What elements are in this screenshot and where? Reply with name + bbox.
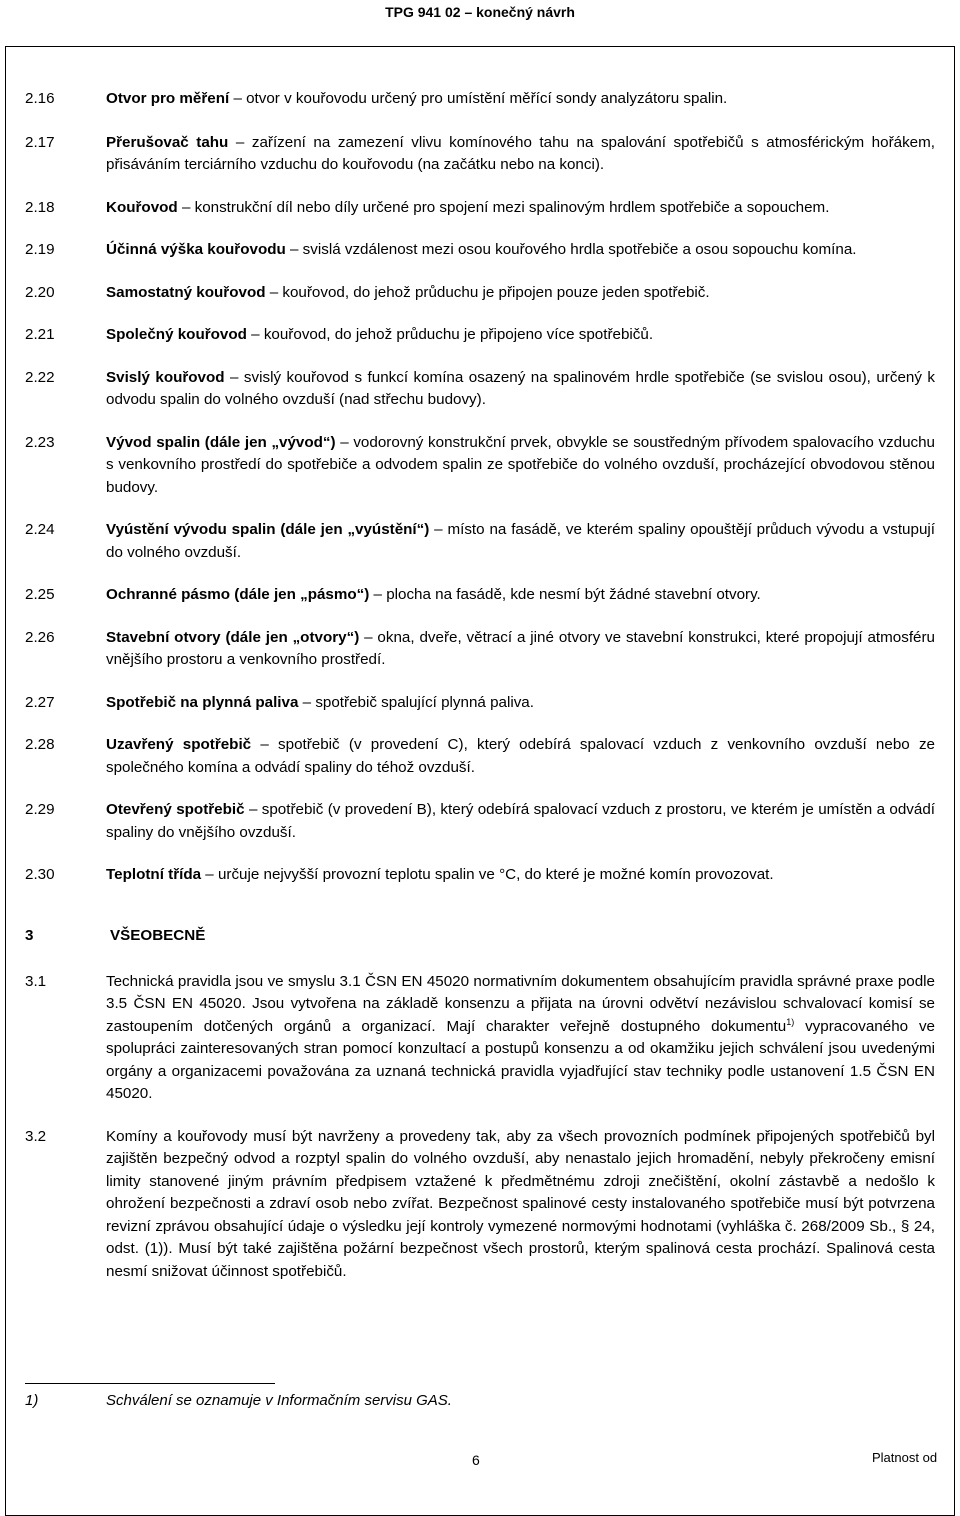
document-header: TPG 941 02 – konečný návrh (385, 4, 575, 20)
item-text (106, 734, 935, 779)
section-title: VŠEOBECNĚ (110, 926, 206, 944)
item-number: 2.26 (25, 628, 55, 646)
item-number: 2.23 (25, 433, 55, 451)
paragraph-text-a: Komíny a kouřovody musí být navrženy a provedeny tak, aby za všech provozních podmínek připojených spotřebičů byl zajištěn bezpečný odvod a rozptyl spalin do volného ovzduší, aby nenastalo jejich hromadění, nebyly překročeny emisní limity stanovené jiným právním předpisem vztažené k předmětnému zdroji znečištění, okolní zástavbě a nedošlo k ohrožení bezpečnosti a zdraví osob nebo zvířat. Bezpečnost spalinové cesty instalovaného spotřebiče musí být potvrzena revizní zprávou obsahující údaje o výsledku její kontroly vymezené normovými hodnotami (vyhláška č. 268/2009 Sb., § 24, odst. (1)). Musí být také zajištěna požární bezpečnost všech prostorů, kterým spalinová cesta prochází. Spalinová cesta nesmí snižovat účinnost spotřebičů. (106, 1127, 935, 1280)
item-term: Účinná výška kouřovodu (106, 241, 286, 258)
item-description: – spotřebič spalující plynná paliva. (298, 693, 534, 711)
item-term: Teplotní třída (106, 866, 202, 883)
paragraph-item (25, 971, 935, 1106)
paragraph-text (106, 971, 935, 1106)
item-text (106, 799, 935, 844)
item-description: – místo na fasádě, ve kterém spaliny opouštějí průduch vývodu a vstupují do volného ovzduší. (106, 521, 935, 561)
item-term: Otevřený spotřebič (106, 801, 245, 818)
paragraph-text-b: vypracovaného ve spolupráci zainteresovaných stran pomocí konzultací a postupů konsenzu a od okamžiku jejich schválení jsou uvedenými orgány a organizacemi považována za uznaná technická pravidla vyjadřující stav techniky podle ustanovení 1.5 ČSN EN 45020. (106, 1017, 935, 1102)
footnote (25, 1392, 452, 1409)
definition-item (25, 799, 935, 844)
definition-item (25, 282, 935, 305)
item-description: – zařízení na zamezení vlivu komínového tahu na spalování spotřebičů s atmosférickým hořákem, přisáváním terciárního vzduchu do kouřovodu (na začátku nebo na konci). (106, 133, 935, 173)
item-description: – kouřovod, do jehož průduchu je připojen pouze jeden spotřebič. (265, 283, 710, 301)
definition-item (25, 367, 935, 412)
item-term: Přerušovač tahu (106, 133, 229, 151)
item-term: Vyústění vývodu spalin (dále jen „vyústění“) (106, 521, 430, 538)
item-description: – svislý kouřovod s funkcí komína osazený na spalinovém hrdle spotřebiče (se svislou osou), určený k odvodu spalin do volného ovzduší (nad střechu budovy). (106, 368, 935, 408)
paragraph-text (106, 1126, 935, 1284)
section-heading (25, 925, 960, 947)
paragraph-text-a: Technická pravidla jsou ve smyslu 3.1 ČSN EN 45020 normativním dokumentem obsahujícím pravidla správné praxe podle 3.5 ČSN EN 45020. Jsou vytvořena na základě konsenzu a přijata na úrovni odvětví nezávislou schvalovací komisí se zastoupením dotčených orgánů a organizací. Mají charakter veřejně dostupného dokumentu (106, 972, 935, 1035)
item-number: 2.22 (25, 368, 55, 386)
paragraph-item (25, 1126, 935, 1284)
item-description: – svislá vzdálenost mezi osou kouřového hrdla spotřebiče a osou sopouchu komína. (285, 241, 857, 258)
definition-item (25, 239, 935, 262)
item-description: – spotřebič (v provedení C), který odebírá spalovací vzduch z venkovního ovzduší nebo ze společného komína a odvádí spaliny do téhož ovzduší. (106, 736, 935, 776)
item-number: 2.24 (25, 521, 55, 538)
definition-item (25, 324, 935, 347)
item-term: Vývod spalin (dále jen „vývod“) (106, 433, 336, 451)
definition-item (25, 197, 935, 220)
item-text (106, 88, 935, 111)
footnote-ref: 1) (786, 1016, 795, 1027)
item-number: 2.21 (25, 326, 55, 343)
item-text (106, 432, 935, 500)
definition-item (25, 692, 935, 715)
item-text (106, 367, 935, 412)
item-description: – okna, dveře, větrací a jiné otvory ve stavební konstrukci, které propojují atmosféru vnějšího prostoru a venkovního prostředí. (106, 628, 935, 668)
paragraph-number: 3.2 (25, 1127, 47, 1145)
item-number: 2.25 (25, 586, 55, 603)
definition-item (25, 627, 935, 672)
item-number: 2.17 (25, 133, 55, 151)
definition-item (25, 584, 935, 607)
item-number: 2.19 (25, 241, 55, 258)
item-description: – konstrukční díl nebo díly určené pro spojení mezi spalinovým hrdlem spotřebiče a sopouchem. (177, 198, 830, 216)
item-text (106, 864, 935, 887)
definition-item (25, 519, 935, 564)
item-text (106, 324, 935, 347)
item-text (106, 132, 935, 177)
item-text (106, 197, 935, 220)
item-text (106, 239, 935, 262)
item-text (106, 584, 935, 607)
item-term: Otvor pro měření (106, 90, 230, 107)
paragraph-number: 3.1 (25, 972, 47, 990)
item-description: – kouřovod, do jehož průduchu je připojeno více spotřebičů. (246, 326, 654, 343)
item-term: Uzavřený spotřebič (106, 736, 252, 753)
item-term: Spotřebič na plynná paliva (106, 693, 299, 711)
page-number: 6 (472, 1452, 480, 1468)
item-term: Ochranné pásmo (dále jen „pásmo“) (106, 586, 370, 603)
item-term: Svislý kouřovod (106, 368, 225, 386)
footnote-separator (25, 1383, 275, 1384)
item-description: – spotřebič (v provedení B), který odebírá spalovací vzduch z prostoru, ve kterém je umístěn a odvádí spaliny do vnějšího ovzduší. (106, 801, 935, 841)
definition-item (25, 432, 935, 500)
item-term: Kouřovod (106, 198, 178, 216)
item-description: – vodorovný konstrukční prvek, obvykle se soustředným přívodem spalovacího vzduchu s venkovního prostředí do spotřebiče a odvodem spalin ze spotřebiče do volného ovzduší, procházející obvodovou stěnou budovy. (106, 433, 936, 496)
definition-item (25, 88, 935, 111)
item-number: 2.16 (25, 90, 55, 107)
item-number: 2.18 (25, 198, 55, 216)
item-term: Samostatný kouřovod (106, 283, 266, 301)
definition-item (25, 864, 935, 887)
footnote-number: 1) (25, 1392, 39, 1409)
item-description: – plocha na fasádě, kde nesmí být žádné stavební otvory. (369, 586, 761, 603)
item-number: 2.27 (25, 693, 55, 711)
item-number: 2.28 (25, 736, 55, 753)
definition-item (25, 132, 935, 177)
item-text (106, 692, 935, 715)
document-body (0, 88, 960, 1283)
item-term: Stavební otvory (dále jen „otvory“) (106, 628, 360, 646)
section-number: 3 (25, 926, 34, 944)
item-text (106, 282, 935, 305)
definition-item (25, 734, 935, 779)
item-term: Společný kouřovod (106, 326, 247, 343)
item-description: – určuje nejvyšší provozní teplotu spalin ve °C, do které je možné komín provozovat. (201, 866, 774, 883)
item-text (106, 627, 935, 672)
item-number: 2.30 (25, 866, 55, 883)
item-text (106, 519, 935, 564)
validity-label: Platnost od (872, 1450, 938, 1465)
item-number: 2.29 (25, 801, 55, 818)
footnote-text: Schválení se oznamuje v Informačním servisu GAS. (106, 1392, 452, 1409)
item-description: – otvor v kouřovodu určený pro umístění měřící sondy analyzátoru spalin. (229, 90, 728, 107)
item-number: 2.20 (25, 283, 55, 301)
